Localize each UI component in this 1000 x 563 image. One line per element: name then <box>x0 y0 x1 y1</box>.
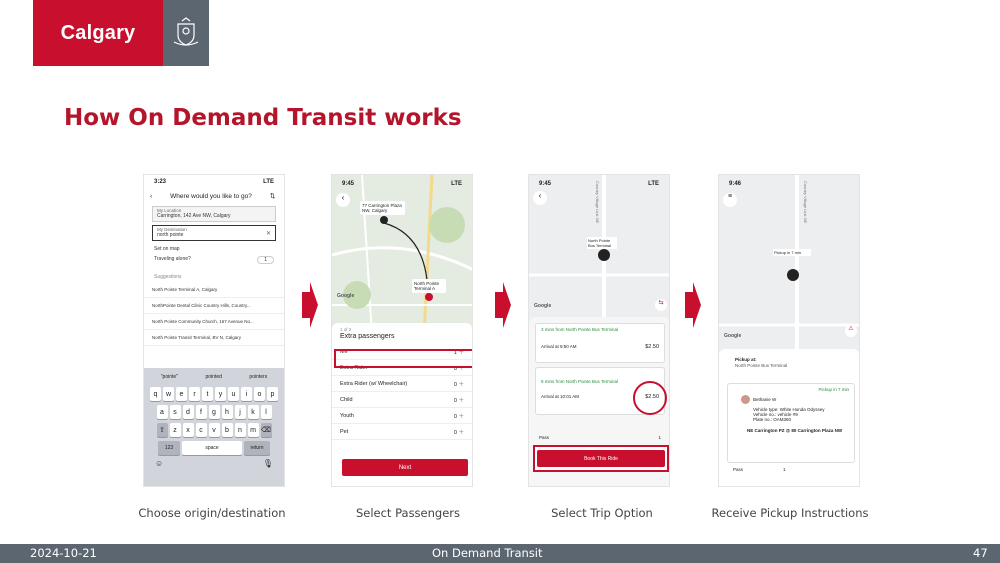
clear-icon[interactable]: ✕ <box>265 231 271 237</box>
driver-card <box>727 383 855 463</box>
passenger-row <box>332 408 472 424</box>
passenger-count: 0 <box>453 429 457 436</box>
return-key[interactable]: return <box>244 441 270 455</box>
key-n[interactable]: n <box>235 423 246 437</box>
kb-suggestion[interactable]: pointers <box>249 374 268 380</box>
suggestion-item[interactable]: North Pointe Community Church, 167 Avenue No... <box>144 314 284 330</box>
key-e[interactable]: e <box>176 387 187 401</box>
key-p[interactable]: p <box>267 387 278 401</box>
passenger-count: 0 <box>453 413 457 420</box>
menu-icon[interactable]: ≡ <box>723 193 737 207</box>
option-price: $2.50 <box>645 394 659 400</box>
key-m[interactable]: m <box>248 423 259 437</box>
passenger-sheet <box>332 323 472 487</box>
map-brand: Google <box>534 303 552 309</box>
status-bar <box>144 175 284 189</box>
passenger-type: Pet <box>340 428 349 435</box>
location-field[interactable] <box>152 206 276 222</box>
passenger-type: Child <box>340 396 353 403</box>
plus-icon[interactable]: ＋ <box>456 429 464 436</box>
phone-screen-passengers <box>331 174 473 487</box>
terminal-map <box>529 175 669 325</box>
book-ride-button[interactable]: Book This Ride <box>537 450 665 467</box>
key-f[interactable]: f <box>196 405 207 419</box>
key-y[interactable]: y <box>215 387 226 401</box>
key-h[interactable]: h <box>222 405 233 419</box>
map-brand: Google <box>337 293 355 299</box>
suggestions-label: Suggestions <box>154 274 182 280</box>
passenger-count: 0 <box>453 397 457 404</box>
road-label: Country Village Link NE <box>595 181 600 224</box>
passenger-count[interactable]: 1 <box>658 435 661 440</box>
key-o[interactable]: o <box>254 387 265 401</box>
status-time: 9:45 <box>539 181 552 187</box>
passenger-select[interactable]: 1 <box>257 256 274 264</box>
vehicle-type: Vehicle type: White Honda Odyssey <box>753 407 825 412</box>
slide-title: How On Demand Transit works <box>64 105 462 131</box>
option-walk-time: 3 mins from North Pointe Bus Terminal <box>541 327 618 332</box>
status-signal: LTE <box>451 181 462 187</box>
passenger-row <box>332 392 472 408</box>
phone-screen-origin <box>143 174 285 487</box>
pickup-bubble: Pickup in 7 min <box>773 249 811 256</box>
set-on-map-link[interactable]: Set on map <box>154 246 180 252</box>
trip-option-card[interactable] <box>535 323 665 363</box>
crest-icon <box>163 0 209 66</box>
option-arrival: Arrival at 10:01 AM <box>541 394 580 399</box>
key-b[interactable]: b <box>222 423 233 437</box>
plus-icon[interactable]: ＋ <box>456 381 464 388</box>
mic-icon[interactable]: 🎙 <box>262 459 273 468</box>
caption-step-2: Select Passengers <box>355 506 461 520</box>
plate-number: Plate no.: OAM360 <box>753 417 792 422</box>
key-d[interactable]: d <box>183 405 194 419</box>
shift-key[interactable]: ⇧ <box>157 423 168 437</box>
pass-label[interactable]: Pass <box>733 467 744 472</box>
back-button[interactable]: ‹ <box>533 191 547 205</box>
passenger-type: Extra Rider <box>340 364 368 371</box>
suggestion-item[interactable]: North Pointe Terminal A, Calgary <box>144 282 284 298</box>
option-walk-time: 8 mins from North Pointe Bus Terminal <box>541 379 618 384</box>
plus-icon[interactable]: ＋ <box>456 349 464 356</box>
key-q[interactable]: q <box>150 387 161 401</box>
key-w[interactable]: w <box>163 387 174 401</box>
pickup-place: North Pointe Bus Terminal <box>735 363 788 368</box>
passenger-row <box>332 376 472 392</box>
highlight-me-row <box>334 349 473 368</box>
traveling-alone-label: Traveling alone? <box>154 256 191 262</box>
passenger-type: Extra Rider (w/ Wheelchair) <box>340 380 408 387</box>
caption-step-1: Choose origin/destination <box>138 506 286 520</box>
location-label: My Location <box>157 208 182 213</box>
passenger-stepper[interactable] <box>454 428 464 436</box>
key-v[interactable]: v <box>209 423 220 437</box>
footer-title: On Demand Transit <box>432 546 543 560</box>
location-value: Carrington, 142 Ave NW, Calgary <box>157 213 231 219</box>
passenger-type: Youth <box>340 412 354 419</box>
next-button[interactable]: Next <box>342 459 468 476</box>
key-j[interactable]: j <box>235 405 246 419</box>
swap-icon[interactable]: ⇅ <box>269 193 276 200</box>
key-u[interactable]: u <box>228 387 239 401</box>
key-x[interactable]: x <box>183 423 194 437</box>
pass-label[interactable]: Pass <box>539 435 550 440</box>
key-a[interactable]: a <box>157 405 168 419</box>
key-r[interactable]: r <box>189 387 200 401</box>
back-button[interactable]: ‹ <box>336 193 350 207</box>
next-step-arrow-icon <box>495 282 511 328</box>
status-signal: LTE <box>648 181 659 187</box>
key-z[interactable]: z <box>170 423 181 437</box>
numbers-key[interactable]: 123 <box>158 441 180 455</box>
pickup-sheet <box>719 349 859 487</box>
pickup-at-label: Pickup at: <box>735 357 757 362</box>
passenger-count[interactable]: 1 <box>783 467 786 472</box>
kb-suggestion[interactable]: pointed <box>205 374 222 380</box>
page-number: 47 <box>973 546 988 560</box>
route-map <box>332 175 472 335</box>
destination-value: north pointe <box>157 232 184 238</box>
next-step-arrow-icon <box>302 282 318 328</box>
key-s[interactable]: s <box>170 405 181 419</box>
destination-bubble: North Pointe Terminal A <box>412 279 446 293</box>
screen-heading: Where would you like to go? <box>170 192 252 200</box>
destination-field[interactable] <box>152 225 276 241</box>
logo-wordmark: Calgary <box>33 0 163 66</box>
emoji-icon[interactable]: ☺ <box>155 459 164 468</box>
key-k[interactable]: k <box>248 405 259 419</box>
passenger-row <box>332 424 472 440</box>
vehicle-number: Vehicle no.: vehicle #9 <box>753 412 798 417</box>
delete-key[interactable]: ⌫ <box>261 423 272 437</box>
caption-step-4: Receive Pickup Instructions <box>711 506 869 520</box>
key-t[interactable]: t <box>202 387 213 401</box>
key-c[interactable]: c <box>196 423 207 437</box>
plus-icon[interactable]: ＋ <box>456 397 464 404</box>
alert-icon[interactable]: ⚠ <box>845 325 857 337</box>
option-price: $2.50 <box>645 344 659 350</box>
passenger-count: 0 <box>453 365 457 372</box>
plus-icon[interactable]: ＋ <box>456 365 464 372</box>
caption-step-3: Select Trip Option <box>551 506 653 520</box>
key-i[interactable]: i <box>241 387 252 401</box>
back-icon[interactable]: ‹ <box>150 192 153 200</box>
highlight-price-circle <box>633 381 667 415</box>
passenger-count: 0 <box>453 381 457 388</box>
city-logo <box>33 0 209 66</box>
dropoff-address: NE Carrington PZ @ 80 Carrington Plaza NW <box>747 428 843 433</box>
kb-suggestion[interactable]: "pointe" <box>160 374 178 380</box>
key-g[interactable]: g <box>209 405 220 419</box>
driver-name: Bethanie W <box>753 397 777 402</box>
terminal-bubble: North Pointe Bus Terminal <box>587 237 617 249</box>
phone-screen-pickup <box>718 174 860 487</box>
key-l[interactable]: l <box>261 405 272 419</box>
suggestion-item[interactable]: NorthPointe Dental Clinic Country Hills, Country... <box>144 298 284 314</box>
step-indicator: 1 of 2 <box>340 327 352 332</box>
route-icon[interactable]: ⇆ <box>655 299 667 311</box>
passenger-type: Me <box>340 348 348 355</box>
status-time: 3:23 <box>154 179 167 185</box>
origin-bubble: 77 Carrington Plaza NW, Calgary <box>360 201 405 215</box>
phone-screen-trip-option <box>528 174 670 487</box>
passenger-count: 1 <box>453 349 457 356</box>
option-arrival: Arrival at 9:50 AM <box>541 344 577 349</box>
passenger-stepper[interactable] <box>454 380 464 388</box>
space-key[interactable]: space <box>182 441 242 455</box>
passenger-stepper[interactable] <box>454 412 464 420</box>
pickup-map <box>719 175 859 355</box>
avatar <box>741 395 750 404</box>
keyboard <box>144 368 284 486</box>
suggestion-item[interactable]: North Pointe Transit Terminal, BV N, Calgary <box>144 330 284 346</box>
footer-bar <box>0 544 1000 563</box>
trip-options-sheet <box>529 317 669 487</box>
footer-date: 2024-10-21 <box>30 546 97 560</box>
passenger-stepper[interactable] <box>454 396 464 404</box>
road-label: Country Village Link NE <box>803 181 808 224</box>
status-signal: LTE <box>263 179 274 185</box>
destination-label: My Destination <box>157 227 187 232</box>
map-brand: Google <box>724 333 742 339</box>
sheet-title: Extra passengers <box>340 333 395 340</box>
next-step-arrow-icon <box>685 282 701 328</box>
status-time: 9:45 <box>342 181 355 187</box>
pickup-eta: Pickup in 7 min <box>818 387 849 392</box>
plus-icon[interactable]: ＋ <box>456 413 464 420</box>
status-time: 9:46 <box>729 181 742 187</box>
